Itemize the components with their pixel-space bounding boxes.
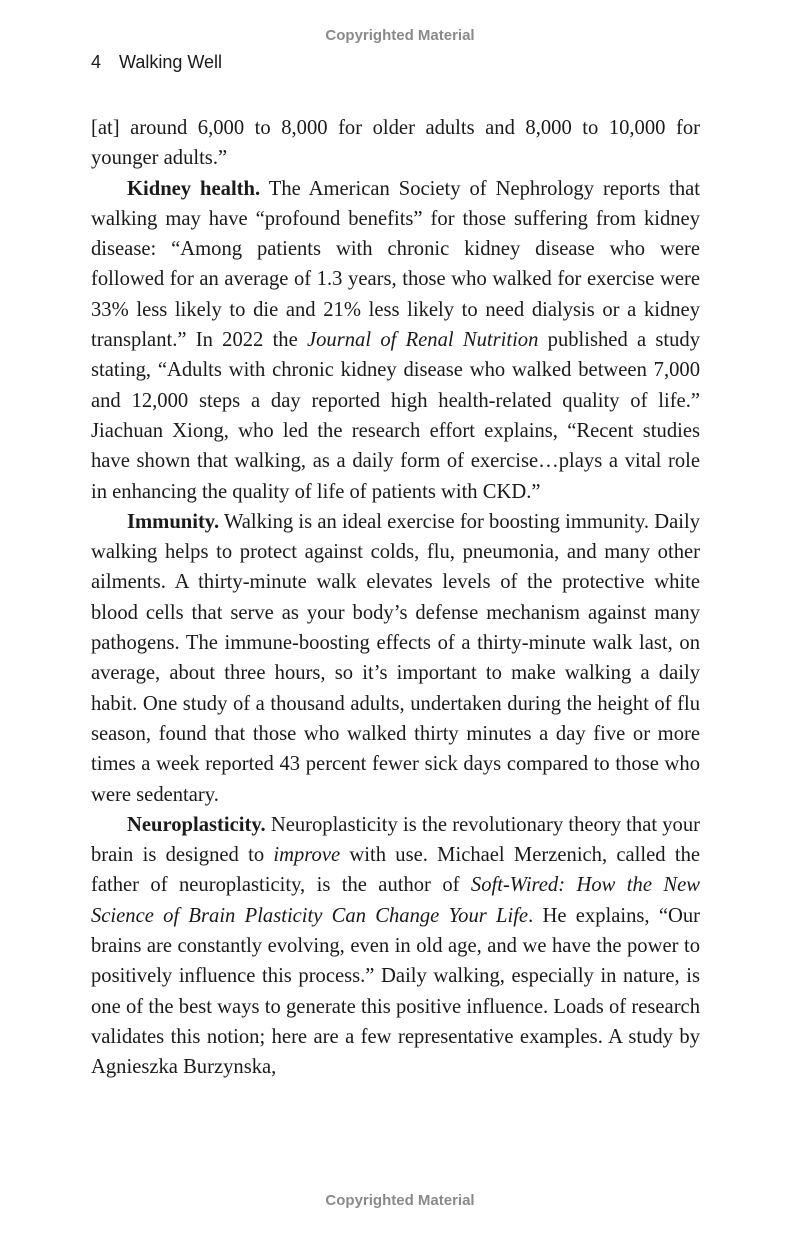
- paragraph-text: Walking is an ideal exercise for boosting immunity. Daily walking helps to protect against colds, flu, pneumonia, and many other ailments. A thirty-minute walk elevates levels of the protective white blood cells that serve as your body’s defense mechanism against many pathogens. The immune-boosting effects of a thirty-minute walk last, on average, about three hours, so it’s important to make walking a daily habit. One study of a thousand adults, undertaken during the height of flu season, found that those who walked thirty minutes a day five or more times a week reported 43 percent fewer sick days compared to those who were sedentary.: [91, 510, 700, 806]
- copyright-watermark-top: Copyrighted Material: [325, 27, 475, 44]
- running-head: [91, 52, 222, 73]
- emphasis-improve: improve: [273, 844, 341, 867]
- copyright-watermark-bottom: Copyrighted Material: [325, 1192, 475, 1209]
- page-number: 4: [91, 52, 102, 72]
- runin-head-kidney-health: Kidney health.: [127, 177, 261, 200]
- journal-title: Journal of Renal Nutrition: [307, 329, 539, 352]
- body-text: [91, 113, 700, 1083]
- book-title: Walking Well: [119, 52, 223, 72]
- book-title-soft-wired: Soft-Wired: How the New Science of Brain Plasticity Can Change Your Life: [91, 874, 700, 927]
- paragraph-text: Neuroplasticity is the revolutionary theory that your brain is designed to: [91, 813, 700, 867]
- paragraph-immunity: [91, 507, 700, 810]
- paragraph-continued: [at] around 6,000 to 8,000 for older adults and 8,000 to 10,000 for younger adults.”: [91, 117, 700, 170]
- paragraph-text: with use. Michael Merzenich, called the father of neuroplasticity, is the author of: [91, 844, 701, 897]
- paragraph-text: The American Society of Nephrology reports that walking may have “profound benefits” for those suffering from kidney disease: “Among patients with chronic kidney disease who were followed for an average of 1.3 years, those who walked for exercise were 33% less likely to die and 21% less likely to need dialysis or a kidney transplant.” In 2022 the: [91, 177, 700, 352]
- paragraph-text: published a study stating, “Adults with chronic kidney disease who walked between 7,000 and 12,000 steps a day reported high health-related quality of life.” Jiachuan Xiong, who led the research effort explains, “Recent studies have shown that walking, as a daily form of exercise…plays a vital role in enhancing the quality of life of patients with CKD.”: [91, 329, 701, 503]
- runin-head-neuroplasticity: Neuroplasticity.: [127, 813, 266, 836]
- paragraph-text: . He explains, “Our brains are constantly evolving, even in old age, and we have the power to positively influence this process.” Daily walking, especially in nature, is one of the best ways to generate this positive influence. Loads of research validates this notion; here are a few representative examples. A study by Agnieszka Burzynska,: [91, 904, 700, 1079]
- paragraph-neuroplasticity: [91, 810, 700, 1083]
- paragraph-kidney-health: [91, 174, 700, 507]
- runin-head-immunity: Immunity.: [127, 510, 220, 533]
